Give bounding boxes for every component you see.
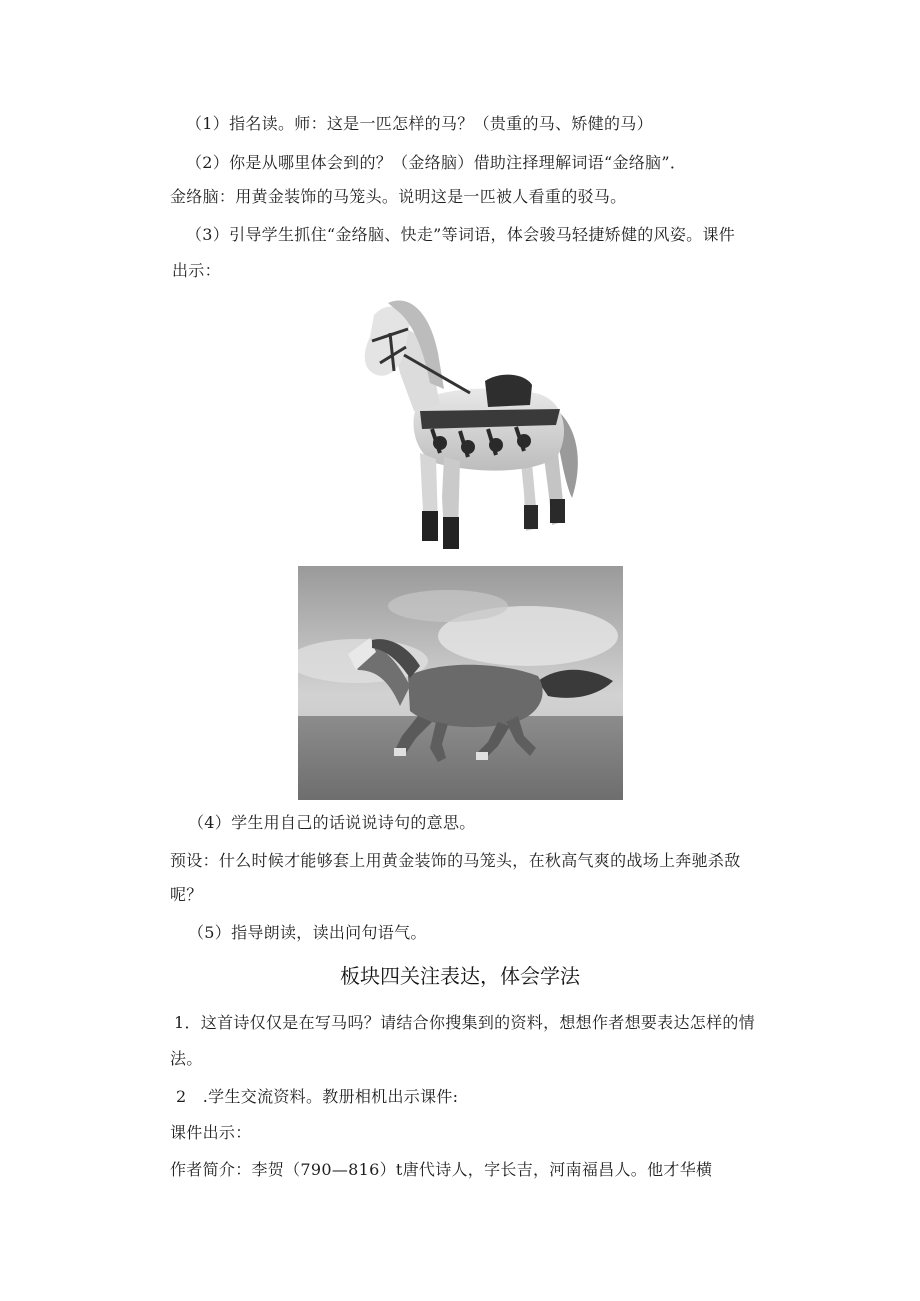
- paragraph-6: （4）学生用自己的话说说诗句的意思。: [188, 813, 476, 832]
- galloping-horse-photo: [298, 566, 623, 800]
- paragraph-4: （3）引导学生抓住“金络脑、快走”等词语，体会骏马轻捷矫健的风姿。课件: [186, 225, 736, 244]
- paragraph-7: 预设：什么时候才能够套上用黄金装饰的马笼头，在秋高气爽的战场上奔驰杀敌: [170, 851, 741, 870]
- paragraph-14: 作者简介：李贺（790—816）t唐代诗人，字长吉，河南福昌人。他才华横: [170, 1160, 713, 1179]
- paragraph-5: 出示：: [172, 261, 221, 280]
- armored-horse-image: [360, 293, 590, 558]
- paragraph-10: 1．这首诗仅仅是在写马吗？请结合你搜集到的资料，想想作者想要表达怎样的情: [174, 1013, 755, 1032]
- paragraph-1: （1）指名读。师：这是一匹怎样的马？（贵重的马、矫健的马）: [186, 114, 653, 133]
- paragraph-13: 课件出示：: [170, 1123, 252, 1142]
- paragraph-3: 金络脑：用黄金装饰的马笼头。说明这是一匹被人看重的驳马。: [170, 187, 627, 206]
- paragraph-12: 2 .学生交流资料。教册相机出示课件:: [176, 1087, 459, 1106]
- paragraph-2: （2）你是从哪里体会到的？（金络脑）借助注择理解词语“金络脑”．: [186, 153, 687, 172]
- paragraph-8: 呢？: [170, 885, 203, 904]
- paragraph-9: （5）指导朗读，读出问句语气。: [188, 923, 427, 942]
- section-heading: 板块四关注表达，体会学法: [340, 964, 580, 988]
- paragraph-11: 法。: [170, 1049, 203, 1068]
